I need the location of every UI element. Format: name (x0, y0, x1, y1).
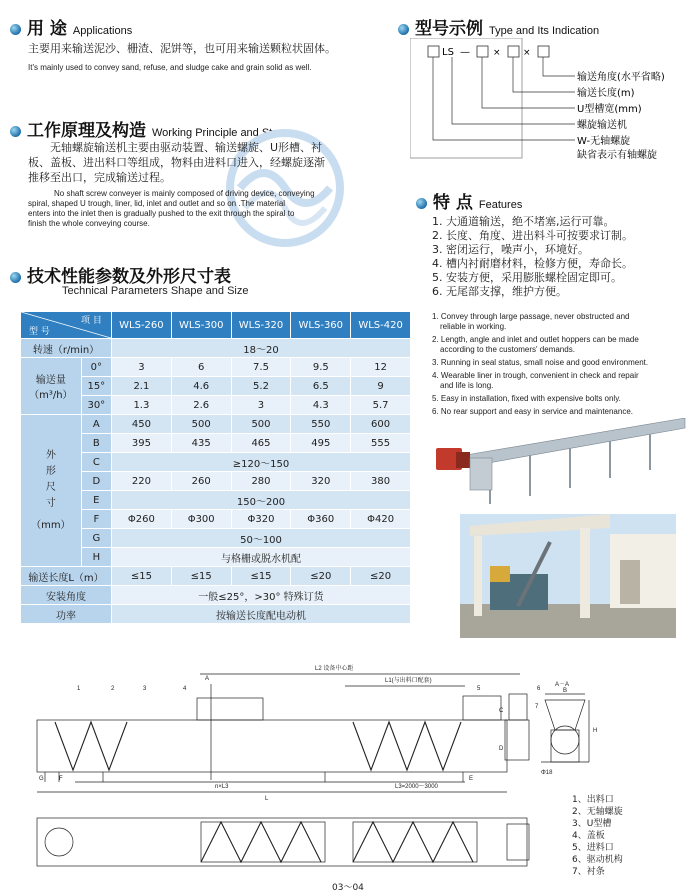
bullet-icon (10, 272, 21, 283)
value-cell: 435 (171, 434, 231, 453)
legend-item: 1、出料口 (572, 795, 614, 805)
bullet-icon (10, 126, 21, 137)
model-cell: WLS-420 (351, 312, 411, 339)
value-cell: 500 (231, 415, 291, 434)
value-cell: 280 (231, 472, 291, 491)
section-aa: A－A (555, 682, 570, 688)
code-box-w (428, 46, 439, 57)
code-box-angle (538, 46, 549, 57)
value-cell: 550 (291, 415, 351, 434)
legend-item: 6、驱动机构 (572, 855, 623, 865)
code-label: 螺旋输送机 (577, 120, 627, 131)
value-cell: 320 (291, 472, 351, 491)
features-en-list (432, 312, 694, 420)
value-cell: 1.3 (112, 396, 172, 415)
dim-key: F (81, 510, 111, 529)
principle-text (28, 140, 325, 185)
feature-en-line: 4. Wearable liner in trough, convenient in check and repair (432, 371, 639, 380)
feature-item: 3. 密闭运行，噪声小，环境好。 (432, 243, 589, 256)
value-cell: ≤15 (231, 567, 291, 586)
features-title-en: Features (478, 199, 523, 211)
value-cell: 7.5 (231, 358, 291, 377)
value-cell: Φ300 (171, 510, 231, 529)
specs-title-en: Technical Parameters Shape and Size (62, 285, 249, 297)
header-model-label: 型 号 (29, 327, 50, 337)
model-indication-title: 型号示例 (415, 19, 483, 39)
technical-drawing (15, 660, 615, 891)
model-code-diagram (410, 38, 695, 188)
value-cell: 5.7 (351, 396, 411, 415)
power-value: 按输送长度配电动机 (112, 605, 411, 624)
value-cell: 395 (112, 434, 172, 453)
part-num: 6 (537, 686, 541, 692)
dim-key: C (81, 453, 111, 472)
value-cell: 6.5 (291, 377, 351, 396)
value-cell: 450 (112, 415, 172, 434)
feature-item: 5. 安装方便，采用膨胀螺栓固定即可。 (432, 271, 622, 284)
conveyor-photo (430, 418, 692, 506)
dim-nl3: n×L3 (215, 784, 229, 790)
value-cell: 9.5 (291, 358, 351, 377)
value-cell: ≤20 (291, 567, 351, 586)
feature-en-line: and life is long. (440, 381, 494, 390)
value-cell: 495 (291, 434, 351, 453)
principle-text-en (28, 189, 315, 229)
feature-en-item (432, 371, 694, 391)
value-cell: Φ420 (351, 510, 411, 529)
value-cell: 555 (351, 434, 411, 453)
feature-en-line: 3. Running in seal status, small noise and good environment. (432, 358, 649, 367)
capacity-label-text: 输送量 (35, 375, 66, 386)
value-cell: 465 (231, 434, 291, 453)
applications-title-en: Applications (72, 25, 133, 37)
dim-l3: L3=2000～3000 (395, 784, 438, 790)
capacity-label (21, 358, 82, 415)
speed-label: 转速（r/min） (21, 339, 112, 358)
code-label: W-无轴螺旋 (577, 136, 631, 147)
install-angle-value: 一般≤25°，>30° 特殊订货 (112, 586, 411, 605)
dimension-label (21, 415, 82, 567)
header-diagonal-cell (21, 312, 112, 339)
dim-a: A (205, 676, 210, 682)
specs-title: 技术性能参数及外形尺寸表 (27, 267, 231, 287)
spec-table (20, 311, 411, 624)
value-cell: Φ320 (231, 510, 291, 529)
feature-en-item (432, 335, 694, 355)
model-indication-heading (398, 14, 599, 39)
principle-en-line: enters into the inlet then is gradually pushed to the exit through the spiral to (28, 209, 295, 218)
header-item-label: 项 目 (81, 316, 102, 326)
feature-en-line: reliable in working. (440, 322, 507, 331)
specs-heading (10, 262, 231, 287)
code-box-length (508, 46, 519, 57)
legend-item: 3、U型槽 (572, 819, 612, 829)
bullet-icon (416, 198, 427, 209)
value-cell: 4.3 (291, 396, 351, 415)
value-cell: 6 (171, 358, 231, 377)
capacity-unit: （m³/h） (29, 390, 73, 401)
features-title: 特 点 (433, 193, 473, 213)
parts-legend (572, 794, 623, 878)
applications-heading (10, 14, 132, 39)
dim-key: D (81, 472, 111, 491)
applications-title: 用 途 (27, 19, 67, 39)
legend-item: 2、无轴螺旋 (572, 807, 623, 817)
dim-l2: L2 设备中心距 (315, 666, 354, 672)
dim-h: H (593, 728, 598, 734)
code-label: U型槽宽(mm) (577, 104, 642, 115)
code-times-1: × (493, 48, 501, 58)
install-angle-label: 安装角度 (21, 586, 112, 605)
feature-en-item (432, 394, 694, 404)
model-cell: WLS-320 (231, 312, 291, 339)
code-label: 输送角度(水平省略) (577, 72, 665, 83)
angle-cell: 0° (81, 358, 111, 377)
feature-en-item (432, 312, 694, 332)
value-cell: 3 (231, 396, 291, 415)
part-num: 5 (477, 686, 481, 692)
dim-key: A (81, 415, 111, 434)
feature-item: 4. 槽内衬耐磨材料，检修方便，寿命长。 (432, 257, 633, 270)
principle-line: 无轴螺旋输送机主要由驱动装置、输送螺旋、U形槽、衬 (50, 141, 323, 154)
value-cell: 380 (351, 472, 411, 491)
value-cell: 220 (112, 472, 172, 491)
feature-en-line: 2. Length, angle and inlet and outlet hoppers can be made (432, 335, 639, 344)
bullet-icon (10, 24, 21, 35)
applications-text: 主要用来输送泥沙、栅渣、泥饼等，也可用来输送颗粒状固体。 (28, 42, 336, 55)
features-heading (416, 188, 522, 213)
value-cell: 4.6 (171, 377, 231, 396)
feature-en-item (432, 407, 694, 417)
principle-line: 板、盖板、进出料口等组成，物料由进料口进入，经螺旋逐渐 (28, 156, 325, 169)
angle-cell: 15° (81, 377, 111, 396)
length-label: 输送长度L（m） (21, 567, 112, 586)
code-dash: — (460, 47, 470, 58)
dim-l: L (265, 796, 269, 802)
code-label: 输送长度(m) (577, 88, 635, 99)
dim-d: D (499, 746, 504, 752)
principle-en-line: spiral, shaped U trough, liner, lid, inlet and outlet and so on .The material (28, 199, 286, 208)
feature-item: 1. 大通道输送，绝不堵塞,运行可靠。 (432, 215, 615, 228)
power-label: 功率 (21, 605, 112, 624)
speed-value: 18～20 (112, 339, 411, 358)
value-cell: 500 (171, 415, 231, 434)
value-cell: Φ260 (112, 510, 172, 529)
feature-en-line: 5. Easy in installation, fixed with expensive bolts only. (432, 394, 621, 403)
feature-en-line: 1. Convey through large passage, never obstructed and (432, 312, 630, 321)
dim-l1: L1(与出料口配套) (385, 678, 432, 684)
merged-value: ≥120～150 (112, 453, 411, 472)
dim-f: F (59, 776, 63, 782)
legend-item: 4、盖板 (572, 831, 605, 841)
legend-item: 7、衬条 (572, 867, 605, 877)
part-num: 2 (111, 686, 115, 692)
dim-b: B (563, 688, 568, 694)
dim-key: G (81, 529, 111, 548)
part-num: 3 (143, 686, 147, 692)
page-number: 03～04 (332, 883, 364, 893)
dim-label-char: 形 (45, 465, 56, 477)
bullet-icon (398, 24, 409, 35)
dim-e: E (469, 776, 474, 782)
dim-g: G (39, 776, 44, 782)
model-indication-title-en: Type and Its Indication (489, 25, 600, 37)
part-num: 7 (535, 704, 539, 710)
dim-label-char: 外 (45, 449, 56, 461)
feature-item: 6. 无尾部支撑，维护方便。 (432, 285, 567, 298)
legend-item: 5、进料口 (572, 843, 614, 853)
dim-key: B (81, 434, 111, 453)
principle-en-line: finish the whole conveying course. (28, 219, 150, 228)
dim-label-unit: （mm） (31, 519, 71, 531)
feature-item: 2. 长度、角度、进出料斗可按要求订制。 (432, 229, 633, 242)
dim-key: H (81, 548, 111, 567)
merged-value: 50～100 (112, 529, 411, 548)
dim-label-char: 尺 (45, 481, 56, 493)
principle-line: 推移至出口，完成输送过程。 (28, 171, 171, 184)
value-cell: 5.2 (231, 377, 291, 396)
applications-text-en: It's mainly used to convey sand, refuse, and sludge cake and grain solid as well. (28, 63, 312, 72)
code-label: 缺省表示有轴螺旋 (577, 150, 657, 161)
value-cell: ≤20 (351, 567, 411, 586)
model-cell: WLS-300 (171, 312, 231, 339)
part-num: 1 (77, 686, 81, 692)
model-cell: WLS-360 (291, 312, 351, 339)
model-cell: WLS-260 (112, 312, 172, 339)
dim-c: C (499, 708, 504, 714)
code-box-width (477, 46, 488, 57)
value-cell: 12 (351, 358, 411, 377)
merged-value: 150～200 (112, 491, 411, 510)
value-cell: 9 (351, 377, 411, 396)
dim-phi: Φ18 (541, 770, 553, 776)
part-num: 4 (183, 686, 187, 692)
installation-photo (460, 514, 676, 638)
value-cell: 2.1 (112, 377, 172, 396)
feature-en-line: 6. No rear support and easy in service and maintenance. (432, 407, 634, 416)
value-cell: 260 (171, 472, 231, 491)
code-ls: LS (442, 47, 454, 58)
merged-value: 与格栅或脱水机配 (112, 548, 411, 567)
feature-en-line: according to the customers' demands. (440, 345, 575, 354)
dim-label-char: 寸 (45, 497, 56, 509)
value-cell: ≤15 (171, 567, 231, 586)
value-cell: 3 (112, 358, 172, 377)
value-cell: Φ360 (291, 510, 351, 529)
dim-key: E (81, 491, 111, 510)
angle-cell: 30° (81, 396, 111, 415)
watermark-logo (225, 118, 345, 258)
principle-en-line: No shaft screw conveyer is mainly composed of driving device, conveying (54, 189, 315, 198)
diagonal-header (21, 312, 111, 338)
principle-title: 工作原理及构造 (27, 121, 146, 141)
value-cell: 2.6 (171, 396, 231, 415)
features-cn-list (432, 215, 633, 299)
value-cell: ≤15 (112, 567, 172, 586)
feature-en-item (432, 358, 694, 368)
code-times-2: × (523, 48, 531, 58)
value-cell: 600 (351, 415, 411, 434)
principle-title-en: Working Principle and Strucre (152, 127, 298, 139)
